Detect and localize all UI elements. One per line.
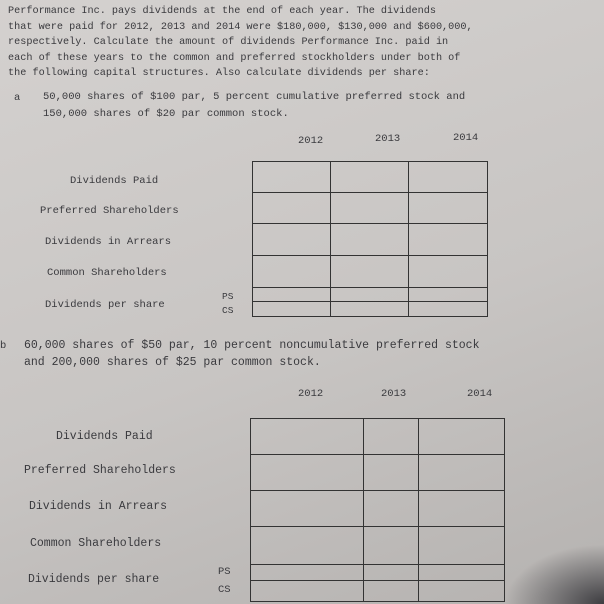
part-b-line: and 200,000 shares of $25 par common stock. xyxy=(24,356,321,369)
year-header-2014: 2014 xyxy=(467,388,493,400)
cs-label: CS xyxy=(218,584,231,596)
part-a-description xyxy=(43,89,465,123)
year-header-2012: 2012 xyxy=(298,388,324,400)
row-label-dps: Dividends per share xyxy=(45,299,165,311)
row-label-common: Common Shareholders xyxy=(47,267,167,279)
row-label-preferred: Preferred Shareholders xyxy=(40,205,179,217)
row-label-dps: Dividends per share xyxy=(28,573,160,586)
part-b-description xyxy=(24,337,479,371)
intro-line: each of these years to the common and preferred stockholders under both of xyxy=(8,52,461,64)
year-header-2014: 2014 xyxy=(453,132,479,144)
row-label-arrears: Dividends in Arrears xyxy=(29,500,168,513)
intro-paragraph xyxy=(8,4,473,82)
cs-label: CS xyxy=(222,305,234,316)
intro-line: respectively. Calculate the amount of dividends Performance Inc. paid in xyxy=(8,37,449,48)
part-a-marker: a xyxy=(14,92,21,104)
row-label-preferred: Preferred Shareholders xyxy=(24,464,176,477)
intro-line: Performance Inc. pays dividends at the end of each year. The dividends xyxy=(8,6,436,17)
row-label-common: Common Shareholders xyxy=(30,537,162,550)
year-header-2013: 2013 xyxy=(381,388,407,400)
part-a-answer-grid xyxy=(252,161,488,317)
part-a-line: 50,000 shares of $100 par, 5 percent cumulative preferred stock and xyxy=(43,91,466,103)
photo-shadow xyxy=(504,544,604,604)
part-b-line: 60,000 shares of $50 par, 10 percent noncumulative preferred stock xyxy=(24,339,480,352)
row-label-dividends-paid: Dividends Paid xyxy=(56,430,153,443)
part-b-marker: b xyxy=(0,340,7,352)
row-label-arrears: Dividends in Arrears xyxy=(45,236,172,248)
year-header-2012: 2012 xyxy=(298,135,324,147)
intro-line: that were paid for 2012, 2013 and 2014 were $180,000, $130,000 and $600,000, xyxy=(8,21,473,33)
intro-line: the following capital structures. Also calculate dividends per share: xyxy=(8,68,430,79)
part-b-answer-grid xyxy=(250,418,505,602)
ps-label: PS xyxy=(222,291,234,302)
year-header-2013: 2013 xyxy=(375,133,401,145)
part-a-line: 150,000 shares of $20 par common stock. xyxy=(43,108,289,120)
row-label-dividends-paid: Dividends Paid xyxy=(70,175,159,187)
ps-label: PS xyxy=(218,566,231,578)
